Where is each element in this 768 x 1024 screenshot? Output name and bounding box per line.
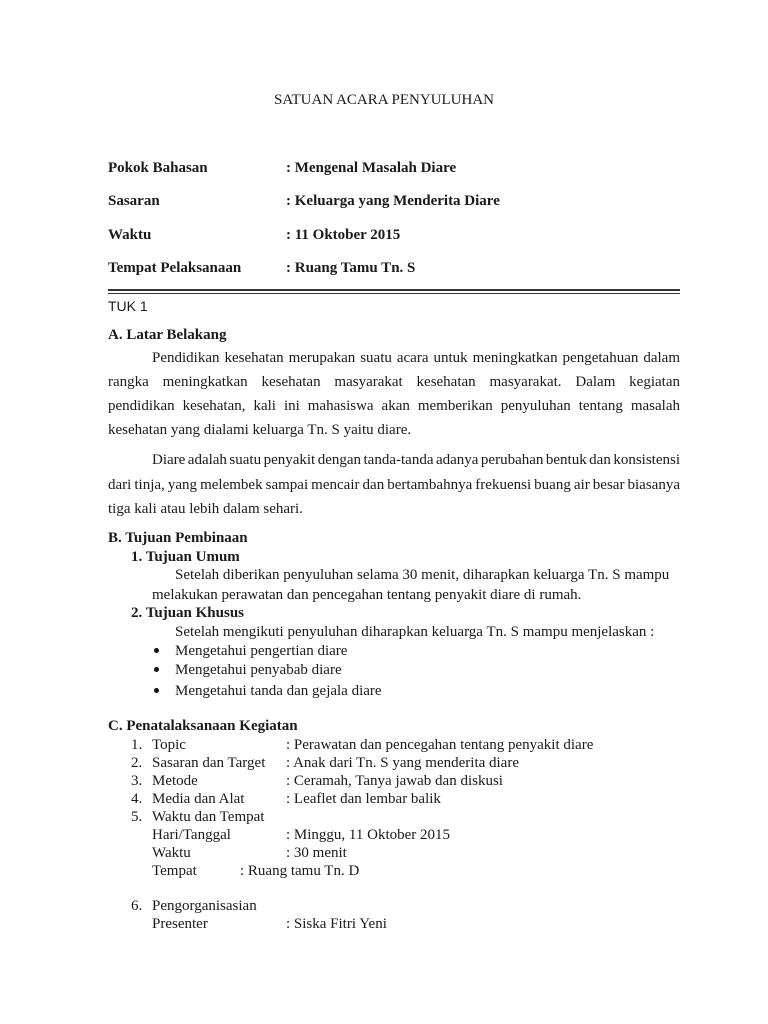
item-number: 6. (131, 898, 143, 914)
item-number: 1. (131, 737, 143, 753)
bullet-icon (154, 688, 159, 693)
page-title: SATUAN ACARA PENYULUHAN (273, 92, 495, 108)
paragraph-line: tiga kali atau lebih dalam sehari. (108, 501, 303, 517)
tujuan-khusus-heading: 2. Tujuan Khusus (131, 605, 244, 621)
paragraph-line-text: dari tinja, yang melembek sampai mencair dan bertambahnya frekuensi buang air besar biasanya (108, 477, 680, 493)
field-label: Sasaran (108, 193, 160, 209)
paragraph-line: Setelah diberikan penyuluhan selama 30 menit, diharapkan keluarga Tn. S mampu (175, 567, 670, 583)
item-label: Tempat (152, 863, 197, 879)
section-b-heading: B. Tujuan Pembinaan (108, 530, 248, 546)
field-value: : Ruang Tamu Tn. S (286, 260, 416, 276)
item-label: Topic (152, 737, 186, 753)
paragraph-line: melakukan perawatan dan pencegahan tentang penyakit diare di rumah. (152, 587, 582, 603)
bullet-icon (154, 667, 159, 672)
paragraph-line-text: pendidikan kesehatan, kali ini mahasiswa akan memberikan penyuluhan tentang masalah (108, 398, 680, 414)
item-number: 3. (131, 773, 143, 789)
item-label: Sasaran dan Target (152, 755, 266, 771)
paragraph-line (108, 373, 680, 391)
item-label: Pengorganisasian (152, 898, 257, 914)
item-value: : Perawatan dan pencegahan tentang penyakit diare (286, 737, 594, 753)
paragraph-line: Setelah mengikuti penyuluhan diharapkan keluarga Tn. S mampu menjelaskan : (175, 624, 655, 640)
item-value: : Leaflet dan lembar balik (286, 791, 441, 807)
item-value: : Anak dari Tn. S yang menderita diare (286, 755, 519, 771)
item-value: : Siska Fitri Yeni (286, 916, 387, 932)
paragraph-line-text: Pendidikan kesehatan merupakan suatu acara untuk meningkatkan pengetahuan dalam (152, 350, 680, 366)
item-number: 4. (131, 791, 143, 807)
paragraph-line (152, 349, 680, 367)
list-item: Mengetahui tanda dan gejala diare (175, 683, 382, 699)
item-label: Waktu (152, 845, 191, 861)
item-value: : Ceramah, Tanya jawab dan diskusi (286, 773, 503, 789)
tuk-label: TUK 1 (108, 298, 148, 314)
paragraph-line (108, 397, 680, 415)
paragraph-line-text: Diare adalah suatu penyakit dengan tanda-tanda adanya perubahan bentuk dan konsistensi (152, 452, 680, 468)
item-label: Hari/Tanggal (152, 827, 231, 843)
item-value: : Ruang tamu Tn. D (240, 863, 360, 879)
item-label: Presenter (152, 916, 208, 932)
divider (108, 289, 680, 291)
item-label: Waktu dan Tempat (152, 809, 265, 825)
field-value: : Mengenal Masalah Diare (286, 160, 457, 176)
paragraph-line (152, 451, 680, 469)
paragraph-line (108, 476, 680, 494)
field-value: : Keluarga yang Menderita Diare (286, 193, 500, 209)
field-label: Pokok Bahasan (108, 160, 208, 176)
item-label: Metode (152, 773, 198, 789)
item-value: : Minggu, 11 Oktober 2015 (286, 827, 451, 843)
field-label: Tempat Pelaksanaan (108, 260, 242, 276)
list-item: Mengetahui penyabab diare (175, 662, 342, 678)
divider (108, 293, 680, 294)
item-number: 2. (131, 755, 143, 771)
paragraph-line: kesehatan yang dialami keluarga Tn. S yaitu diare. (108, 422, 412, 438)
item-label: Media dan Alat (152, 791, 245, 807)
paragraph-line-text: rangka meningkatkan kesehatan masyarakat kesehatan masyarakat. Dalam kegiatan (108, 374, 680, 390)
list-item: Mengetahui pengertian diare (175, 643, 348, 659)
section-c-heading: C. Penatalaksanaan Kegiatan (108, 718, 298, 734)
item-number: 5. (131, 809, 143, 825)
field-value: : 11 Oktober 2015 (286, 227, 401, 243)
tujuan-umum-heading: 1. Tujuan Umum (131, 549, 240, 565)
field-label: Waktu (108, 227, 152, 243)
section-a-heading: A. Latar Belakang (108, 327, 227, 343)
bullet-icon (154, 648, 159, 653)
item-value: : 30 menit (286, 845, 347, 861)
